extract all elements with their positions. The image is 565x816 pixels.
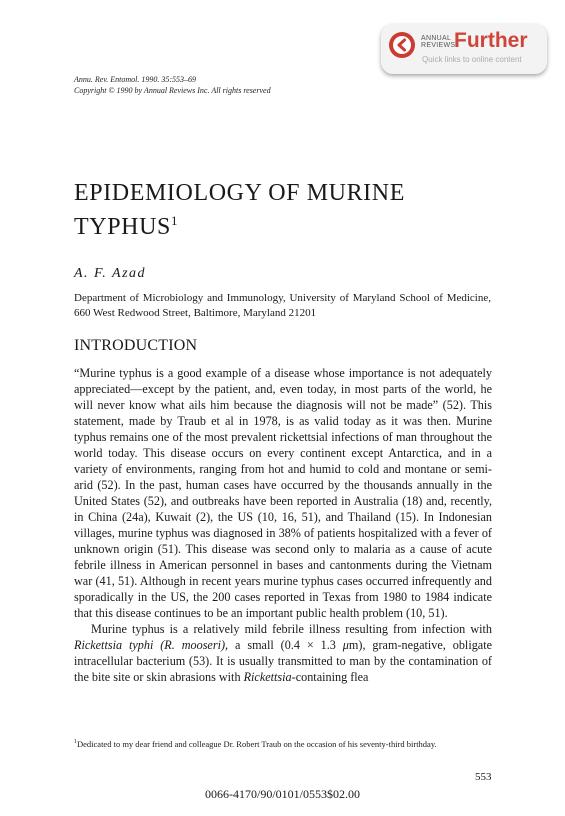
copyright-line: Copyright © 1990 by Annual Reviews Inc. All rights reserved [74,86,271,95]
body-text [74,365,492,685]
page-number: 553 [475,771,492,783]
author-affiliation: Department of Microbiology and Immunology, University of Maryland School of Medicine, 660 West Redwood Street, Baltimore, Maryland 21201 [74,292,491,319]
play-arrow-icon [389,32,415,58]
footnote [74,736,492,750]
journal-citation: Annu. Rev. Entomol. 1990. 35:553–69 [74,75,197,84]
paragraph-2: Murine typhus is a relatively mild febrile illness resulting from infection with Rickettsia typhi (R. mooseri), a small (0.4 × 1.3 μm), gram-negative, obligate intracellular bacterium (53). It is usually transmitted to man by the contamination of the bite site or skin abrasions with Rickettsia-containing flea [74,622,492,684]
footnote-marker: 1 [74,739,77,745]
title-footnote-marker[interactable]: 1 [170,213,179,228]
badge-subtitle: Quick links to online content [422,55,522,64]
article-title: EPIDEMIOLOGY OF MURINE TYPHUS$^1$ [74,180,405,240]
footnote-text: Dedicated to my dear friend and colleague Dr. Robert Traub on the occasion of his seventy-third birthday. [77,738,437,749]
badge-title: Further [454,29,528,52]
author-name: A. F. Azad [74,266,147,281]
further-badge[interactable] [381,24,547,74]
section-heading: INTRODUCTION [74,337,198,354]
paragraph-1: “Murine typhus is a good example of a disease whose importance is not adequately appreciated—except by the patient, and, even today, in most parts of the world, he will never know what ails him because the diagnosis will not be made” (52). This statement, made by Traub et al in 1978, is as valid today as it was then. Murine typhus remains one of the most prevalent rickettsial infections of man throughout the world today. This disease occurs on every continent except Antarctica, and in a variety of environments, ranging from hot and humid to cold and montane or semi-arid (52). In the past, human cases have occurred by the thousands annually in the United States (52), and outbreaks have been reported in Australia (18) and, recently, in China (24a), Kuwait (2), the US (10, 16, 51), and Thailand (15). In Indonesian villages, murine typhus was diagnosed in 38% of patients hospitalized with a fever of unknown origin (51). This disease was second only to malaria as a cause of acute febrile illness in American personnel in bases and cantonments during the Vietnam war (41, 51). Although in recent years murine typhus cases occurred infrequently and sporadically in the US, the 200 cases reported in Texas from 1980 to 1984 indicate that this disease continues to be an important public health problem (10, 51). [74,366,492,620]
article-code: 0066-4170/90/0101/0553$02.00 [205,787,360,801]
badge-annual-reviews: ANNUAL REVIEWS [421,35,456,49]
